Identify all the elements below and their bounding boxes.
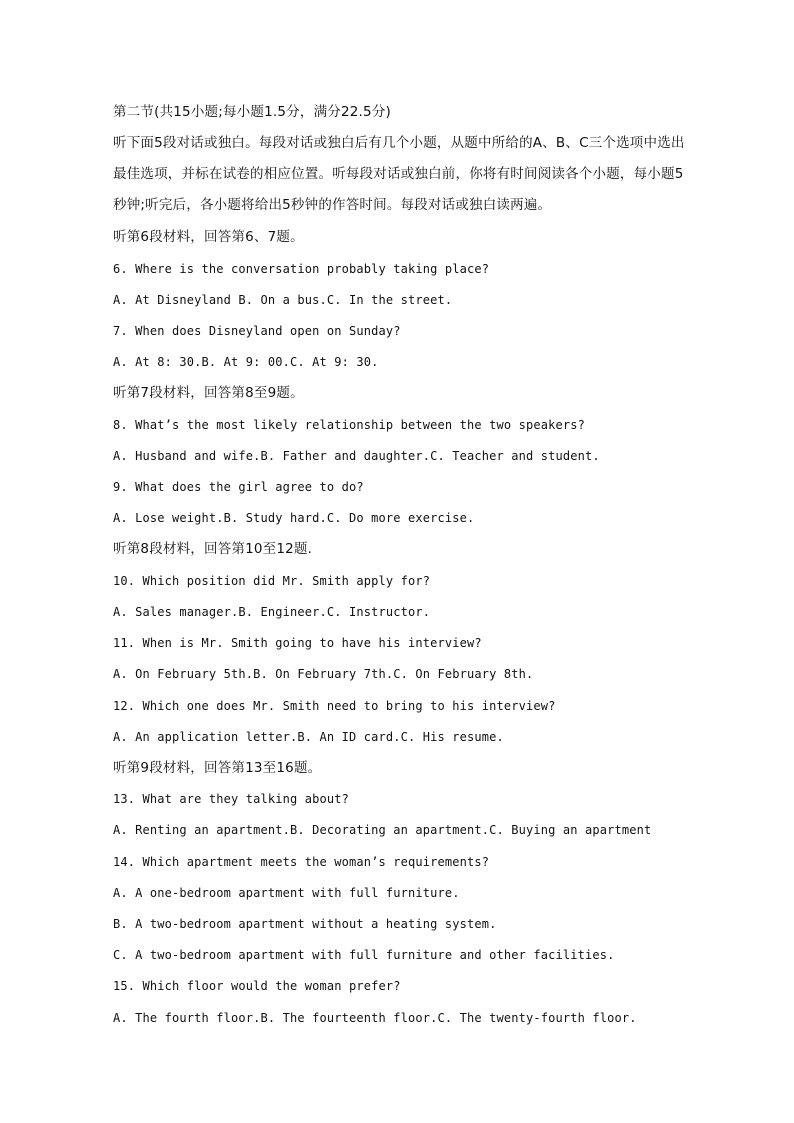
options-13: A. Renting an apartment.B. Decorating an apartment.C. Buying an apartment bbox=[113, 823, 652, 837]
question-11: 11. When is Mr. Smith going to have his interview? bbox=[113, 636, 482, 650]
options-11: A. On February 5th.B. On February 7th.C. On February 8th. bbox=[113, 667, 534, 681]
question-9: 9. What does the girl agree to do? bbox=[113, 480, 364, 494]
option-14-a: A. A one-bedroom apartment with full furniture. bbox=[113, 886, 460, 900]
passage-heading-9: 听第9段材料，回答第13至16题。 bbox=[113, 760, 322, 776]
question-15: 15. Which floor would the woman prefer? bbox=[113, 979, 401, 993]
options-12: A. An application letter.B. An ID card.C. His resume. bbox=[113, 730, 504, 744]
options-8: A. Husband and wife.B. Father and daughter.C. Teacher and student. bbox=[113, 449, 600, 463]
options-9: A. Lose weight.B. Study hard.C. Do more exercise. bbox=[113, 511, 475, 525]
question-8: 8. What’s the most likely relationship between the two speakers? bbox=[113, 418, 585, 432]
instruction-line-3: 秒钟;听完后，各小题将给出5秒钟的作答时间。每段对话或独白读两遍。 bbox=[113, 197, 552, 213]
passage-heading-6: 听第6段材料，回答第6、7题。 bbox=[113, 229, 304, 245]
passage-heading-7: 听第7段材料，回答第8至9题。 bbox=[113, 385, 304, 401]
option-14-c: C. A two-bedroom apartment with full furniture and other facilities. bbox=[113, 948, 615, 962]
option-14-b: B. A two-bedroom apartment without a heating system. bbox=[113, 917, 497, 931]
options-7: A. At 8: 30.B. At 9: 00.C. At 9: 30. bbox=[113, 355, 379, 369]
section-header: 第二节(共15小题;每小题1.5分，满分22.5分) bbox=[113, 104, 391, 120]
options-10: A. Sales manager.B. Engineer.C. Instructor. bbox=[113, 605, 431, 619]
options-6: A. At Disneyland B. On a bus.C. In the street. bbox=[113, 293, 453, 307]
instruction-line-2: 最佳选项，并标在试卷的相应位置。听每段对话或独白前，你将有时间阅读各个小题，每小题5 bbox=[113, 166, 684, 182]
question-10: 10. Which position did Mr. Smith apply for? bbox=[113, 574, 431, 588]
instruction-line-1: 听下面5段对话或独白。每段对话或独白后有几个小题，从题中所给的A、B、C三个选项中选出 bbox=[113, 135, 685, 151]
passage-heading-8: 听第8段材料，回答第10至12题. bbox=[113, 541, 313, 557]
question-6: 6. Where is the conversation probably taking place? bbox=[113, 262, 490, 276]
question-14: 14. Which apartment meets the woman’s requirements? bbox=[113, 855, 490, 869]
options-15: A. The fourth floor.B. The fourteenth floor.C. The twenty-fourth floor. bbox=[113, 1011, 637, 1025]
question-13: 13. What are they talking about? bbox=[113, 792, 349, 806]
question-7: 7. When does Disneyland open on Sunday? bbox=[113, 324, 401, 338]
question-12: 12. Which one does Mr. Smith need to bring to his interview? bbox=[113, 699, 556, 713]
